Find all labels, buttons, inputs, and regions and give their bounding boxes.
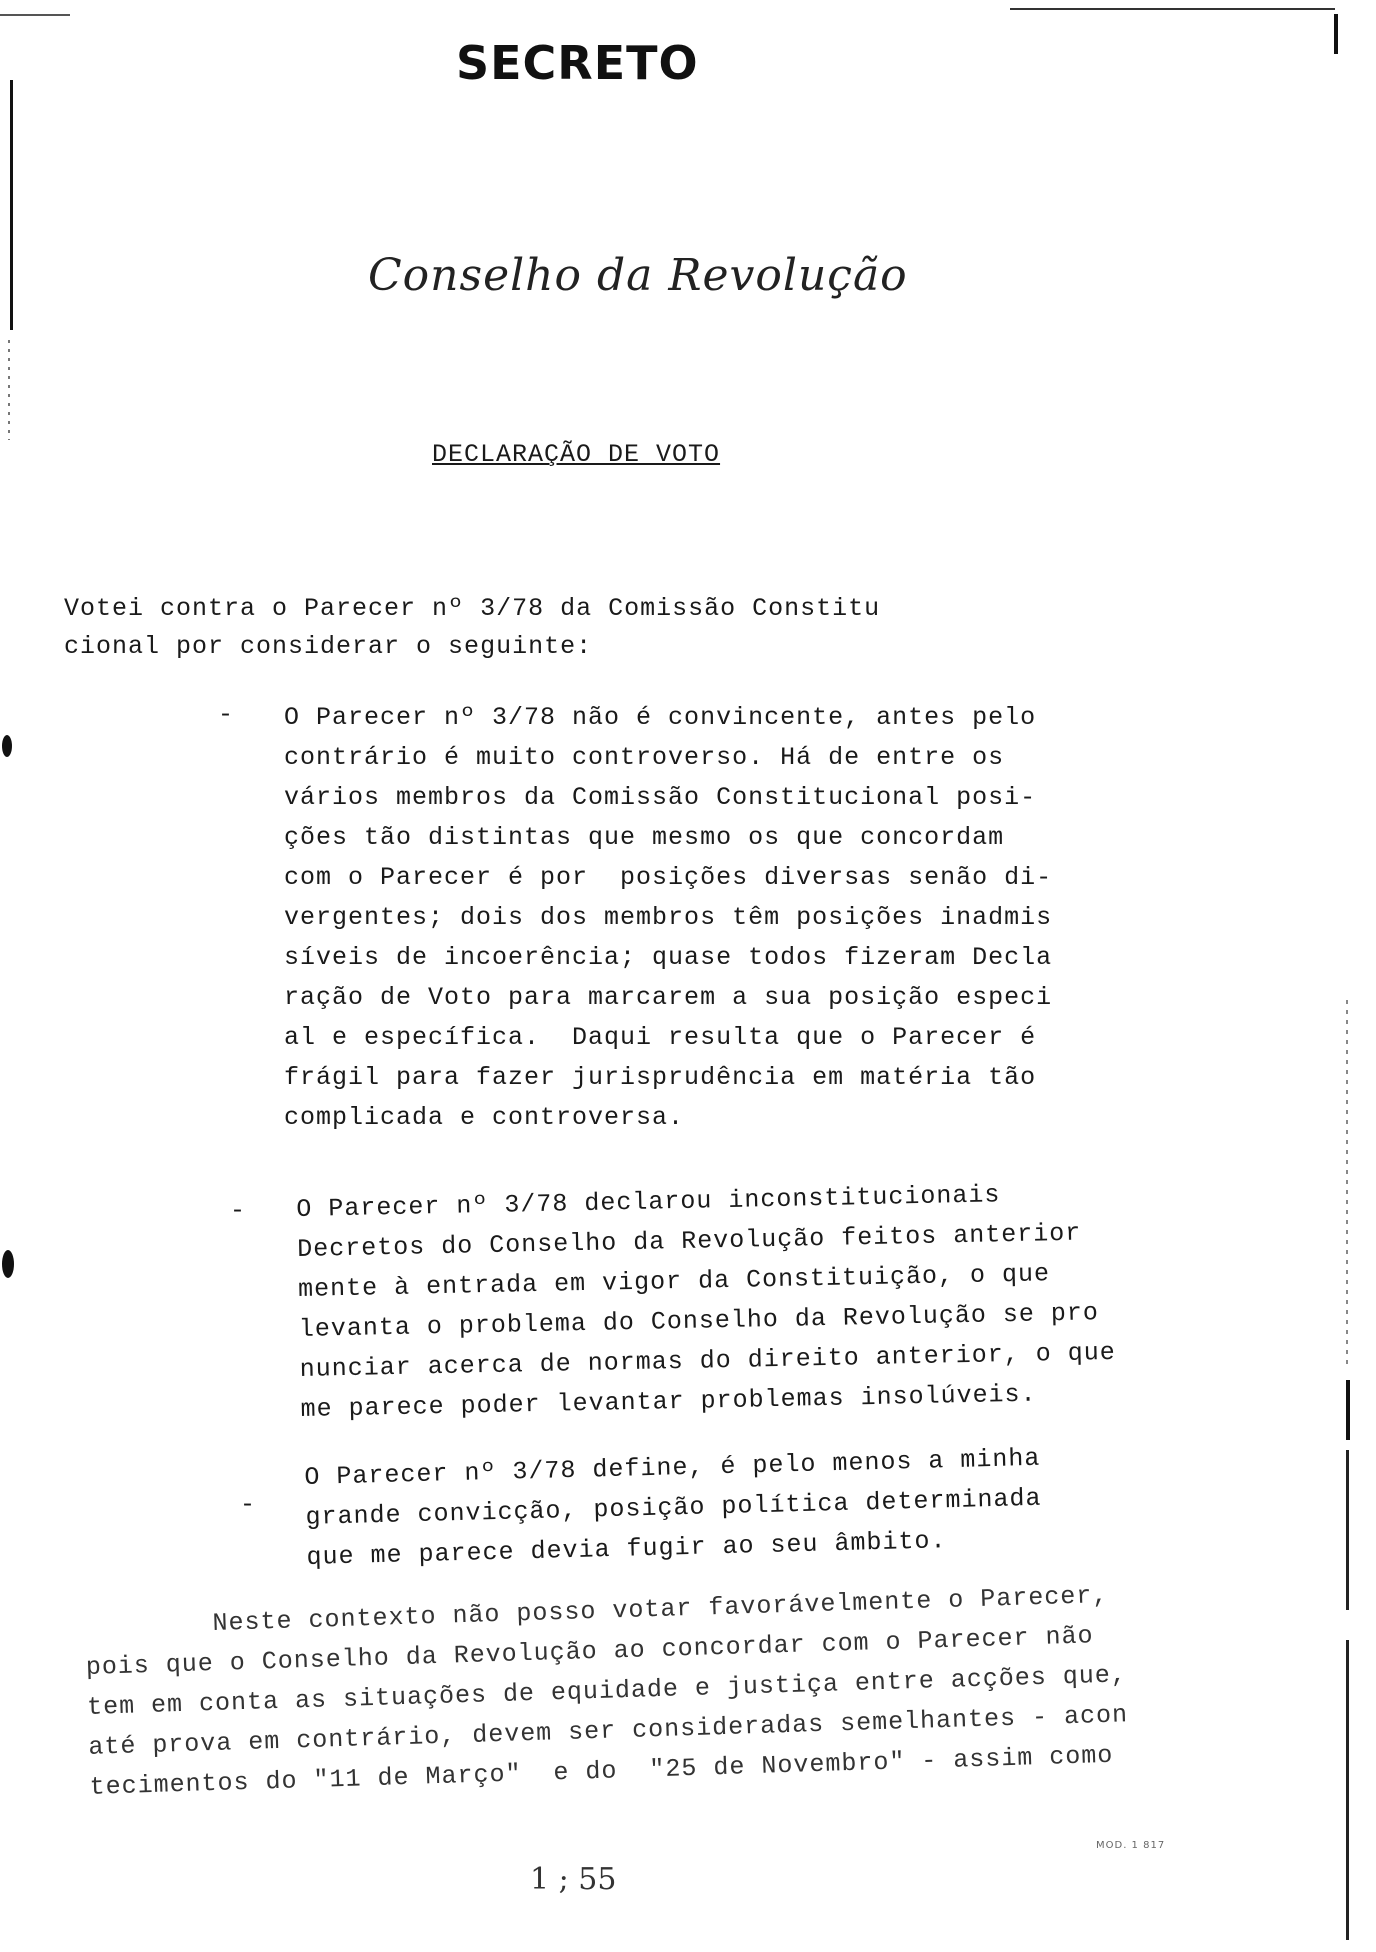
bullet-item-1: O Parecer nº 3/78 não é convincente, antes pelo contrário é muito controverso. Há de entre os vários membros da Comissão Constitucional posi- ções tão distintas que mesmo os que concordam com o Parecer é por posições diversas senão di- vergentes; dois dos membros têm posições inadmis síveis de incoerência; quase todos fizeram Decla ração de Voto para marcarem a sua posição especi al e específica. Daqui resulta que o Parecer é frágil para fazer jurisprudência em matéria tão complicada e controversa. [284,703,1053,1132]
form-code: MOD. 1 817 [1096,1840,1166,1851]
scan-edge-mark [8,340,10,440]
closing-paragraph: Neste contexto não posso votar favorávelmente o Parecer, pois que o Conselho da Revolução ao concordar com o Parecer não tem em conta as situações de equidade e justiça entre acções que, até prova em contrário, devem ser consideradas semelhantes - acon tecimentos do "11 de Março" e do "25 de Novembro" - assim como [84,1580,1129,1802]
scan-edge-mark [1346,1640,1349,1940]
scan-edge-mark [1346,1450,1349,1610]
scan-edge-mark [1010,8,1335,10]
bullet-marker: - [218,700,234,729]
intro-paragraph: Votei contra o Parecer nº 3/78 da Comissão Constitu cional por considerar o seguinte: [64,594,881,661]
document-title: DECLARAÇÃO DE VOTO [432,440,721,469]
scan-hole-mark [2,1250,14,1278]
scan-edge-mark [0,14,70,16]
scan-edge-mark [1334,14,1338,54]
scan-hole-mark [2,735,12,757]
bullet-item-2: O Parecer nº 3/78 declarou inconstitucionais Decretos do Conselho da Revolução feitos anterior mente à entrada em vigor da Constituição, o que levanta o problema do Conselho da Revolução se pro nunciar acerca de normas do direito anterior, o que me parece poder levantar problemas insolúveis. [296,1180,1117,1424]
letterhead: Conselho da Revolução [368,250,908,301]
scan-edge-mark [1346,1380,1350,1440]
scan-edge-mark [10,80,13,330]
bullet-item-3: O Parecer nº 3/78 define, é pelo menos a minha grande convicção, posição política determinada que me parece devia fugir ao seu âmbito. [304,1443,1042,1572]
bullet-marker: - [240,1490,256,1519]
page-number-mark: 1 ; 55 [530,1862,617,1897]
scan-edge-mark [1346,1000,1348,1370]
classification-stamp: SECRETO [456,36,699,90]
bullet-marker: - [230,1196,246,1225]
